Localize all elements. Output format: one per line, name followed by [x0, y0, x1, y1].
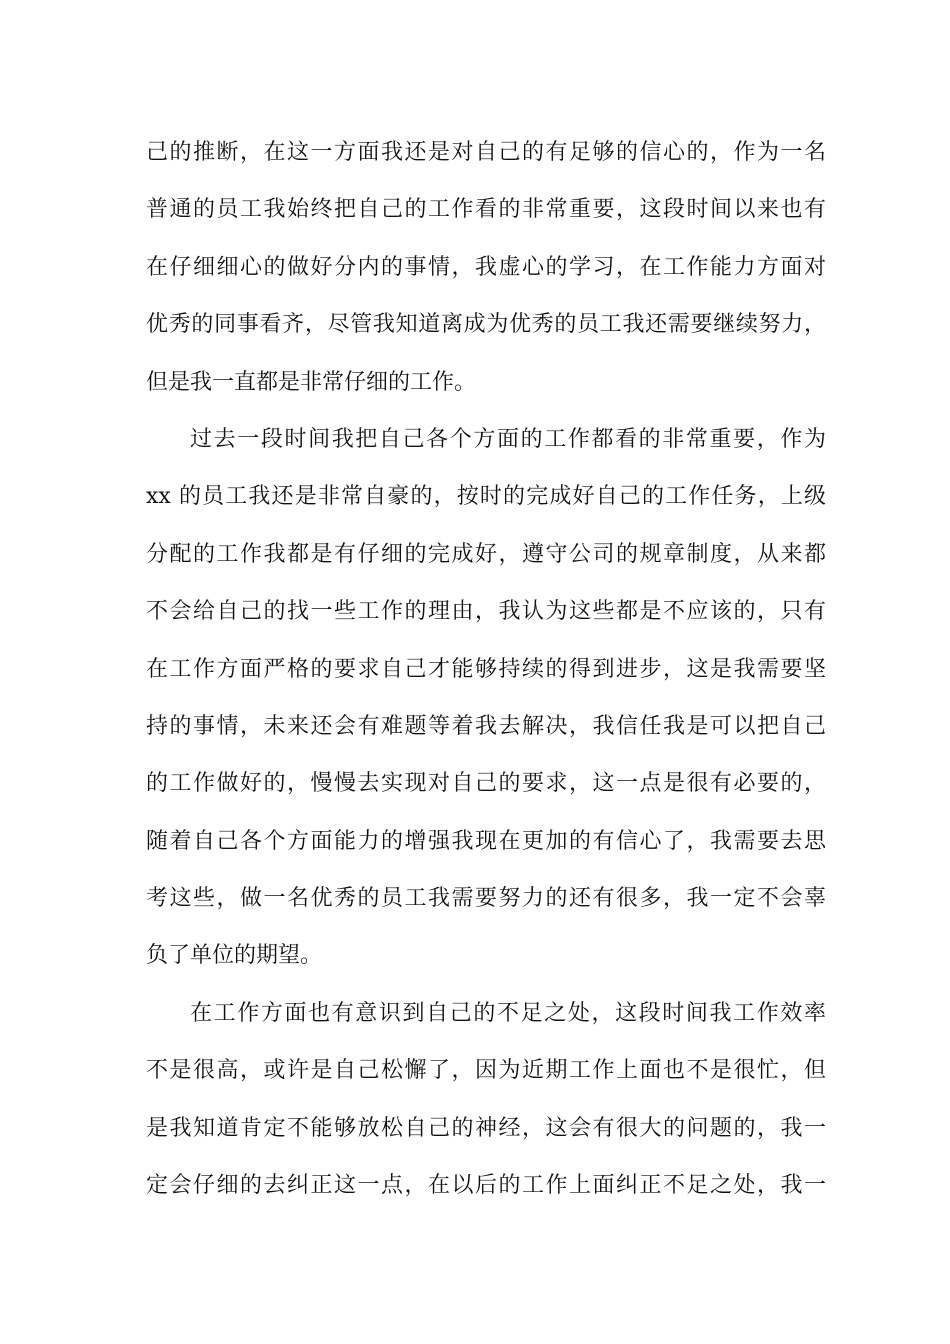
text-line: 不是很高，或许是自己松懈了，因为近期工作上面也不是很忙，但 [146, 1058, 826, 1084]
text-line: 随着自己各个方面能力的增强我现在更加的有信心了，我需要去思 [146, 828, 826, 854]
text-line: 的工作做好的，慢慢去实现对自己的要求，这一点是很有必要的， [146, 771, 826, 797]
text-line: xx 的员工我还是非常自豪的，按时的完成好自己的工作任务，上级 [146, 484, 826, 510]
text-line: 负了单位的期望。 [146, 943, 323, 969]
text-line: 在工作方面严格的要求自己才能够持续的得到进步，这是我需要坚 [146, 656, 826, 682]
text-line: 在仔细细心的做好分内的事情，我虚心的学习，在工作能力方面对 [146, 254, 826, 280]
text-line: 分配的工作我都是有仔细的完成好，遵守公司的规章制度，从来都 [146, 541, 826, 567]
paragraph-first-line: 过去一段时间我把自己各个方面的工作都看的非常重要，作为 [190, 426, 826, 452]
text-line: 普通的员工我始终把自己的工作看的非常重要，这段时间以来也有 [146, 197, 826, 223]
paragraph-first-line: 在工作方面也有意识到自己的不足之处，这段时间我工作效率 [190, 1000, 826, 1026]
text-line: 但是我一直都是非常仔细的工作。 [146, 369, 477, 395]
document-body [146, 124, 826, 1214]
text-line: 优秀的同事看齐，尽管我知道离成为优秀的员工我还需要继续努力， [146, 312, 826, 338]
text-line: 考这些，做一名优秀的员工我需要努力的还有很多，我一定不会辜 [146, 886, 826, 912]
text-line: 是我知道肯定不能够放松自己的神经，这会有很大的问题的，我一 [146, 1115, 826, 1141]
text-line: 持的事情，未来还会有难题等着我去解决，我信任我是可以把自己 [146, 713, 826, 739]
text-line: 不会给自己的找一些工作的理由，我认为这些都是不应该的，只有 [146, 599, 826, 625]
text-line: 己的推断，在这一方面我还是对自己的有足够的信心的，作为一名 [146, 140, 826, 165]
text-line: 定会仔细的去纠正这一点，在以后的工作上面纠正不足之处，我一 [146, 1173, 826, 1199]
